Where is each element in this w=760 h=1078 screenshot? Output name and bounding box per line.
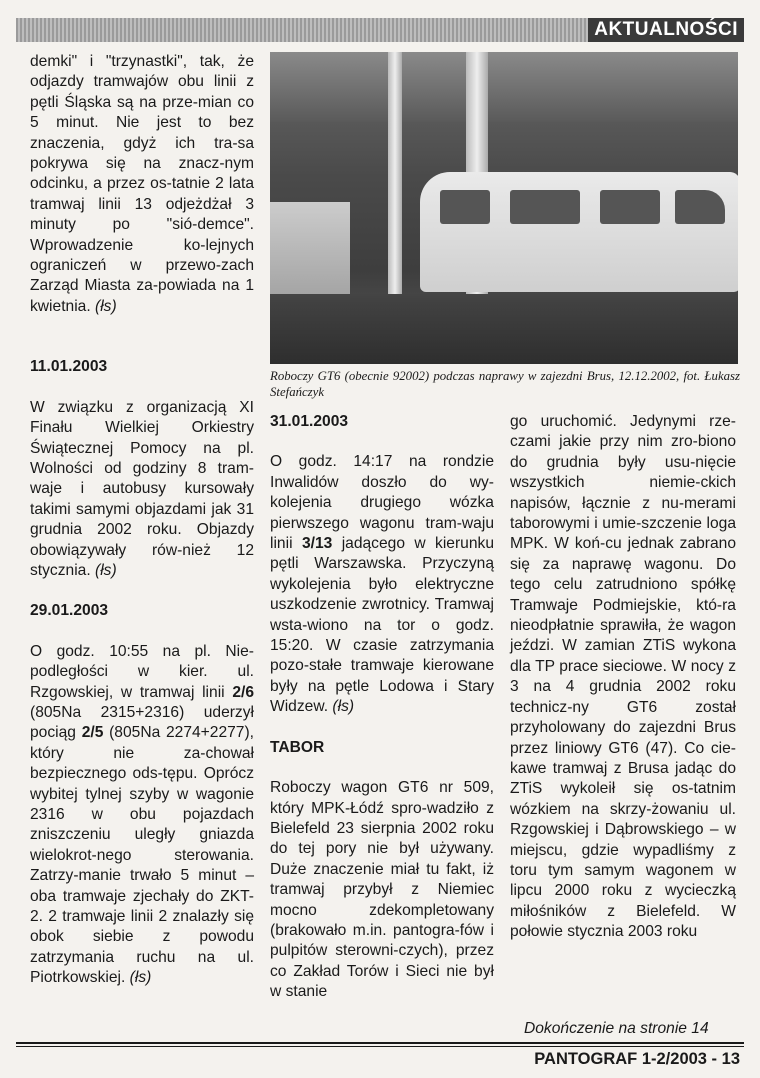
column-1 bbox=[30, 52, 254, 989]
article-text: O godz. 14:17 na rondzie Inwalidów doszło do wy-kolejenia drugiego wózka pierwszego wagonu tram-waju linii 3/13 jadącego w kierunku pętli Warszawska. Przyczyną wykolejenia było elektryczne uszkodzenie zwrotnicy. Tramwaj wsta-wiono na tor o godz. 15:20. W czasie zatrzymania pozo-stałe tramwaje kierowane były na pętle Lodowa i Stary Widzew. (łs) bbox=[270, 453, 494, 716]
page-footer: PANTOGRAF 1-2/2003 - 13 bbox=[534, 1050, 740, 1068]
article-text: go uruchomić. Jedynymi rze-czami jakie przy nim zro-biono do grudnia były usu-nięcie wszystkich niemie-ckich napisów, łącznie z nu-merami taborowymi i umie-szczenie loga MPK. W koń-cu jednak zabrano się za naprawę wagonu. Do tego celu zatrudniono spółkę Tramwaje Podmiejskie, któ-ra nieodpłatnie sprawiła, że wagon jeździ. W zamian ZTiS wykona dla TP prace sieciowe. W nocy z 3 na 4 grudnia 2002 roku technicz-ny GT6 został przyholowany do zajezdni Brus przez liniowy GT6 (47). Co cie-kawe tramwaj z Brusa jadąc do ZTiS wykoleił się os-tatnim wózkiem na skrzy-żowaniu ul. Rzgowskiej i Dąbrowskiego – w miejscu, gdzie wypadliśmy z toru tym samym wagonem w lipcu 2000 roku z wycieczką miłośników z Bielefeld. W połowie stycznia 2003 roku bbox=[510, 413, 736, 941]
section-label: AKTUALNOŚCI bbox=[588, 18, 744, 42]
footer-rule bbox=[16, 1046, 744, 1047]
section-heading: TABOR bbox=[270, 738, 325, 756]
article-text: demki" i "trzynastki", tak, że odjazdy tramwajów obu linii z pętli Śląska są na prze-mian co 5 minut. Nie jest to bez znaczenia, gdyż ich tra-sa pokrywa się na znacz-nym odcinku, a przez os-tatnie 2 lata tramwaj linii 13 odjeżdżał 3 minuty po "sió-demce". Wprowadzenie ko-lejnych ograniczeń w przewo-zach Zarząd Miasta za-powiada na 1 kwietnia. (łs) bbox=[30, 53, 254, 315]
footer-rule bbox=[16, 1042, 744, 1044]
tram-photo bbox=[270, 52, 738, 364]
news-date: 29.01.2003 bbox=[30, 602, 109, 620]
column-2 bbox=[270, 412, 494, 1003]
photo-caption: Roboczy GT6 (obecnie 92002) podczas naprawy w zajezdni Brus, 12.12.2002, fot. Łukasz Stefańczyk bbox=[270, 369, 740, 399]
news-date: 31.01.2003 bbox=[270, 413, 349, 430]
article-text: O godz. 10:55 na pl. Nie-podległości w kier. ul. Rzgowskiej, w tramwaj linii 2/6 (805Na 2315+2316) uderzył pociąg 2/5 (805Na 2274+2277), który nie za-chował bezpiecznego ods-tępu. Oprócz wybitej tylnej szyby w wagonie 2316 w obu pojazdach zniszczeniu uległy gniazda wielokrot-nego sterowania. Zatrzy-manie trwało 5 minut – oba tramwaje zjechały do ZKT-2. 2 tramwaje linii 2 znalazły się obok siebie z powodu zatrzymania ruchu na ul. Piotrkowskiej. (łs) bbox=[30, 642, 254, 987]
continuation-note: Dokończenie na stronie 14 bbox=[524, 1020, 709, 1037]
column-3 bbox=[510, 412, 736, 943]
article-text: W związku z organizacją XI Finału Wielkiej Orkiestry Świątecznej Pomocy na pl. Wolności od godziny 8 tram-waje i autobusy kursowały takimi samymi objazdami jak 31 grudnia 2002 roku. Objazdy obowiązywały rów-nież 12 stycznia. (łs) bbox=[30, 398, 254, 579]
news-date: 11.01.2003 bbox=[30, 358, 108, 376]
article-text: Roboczy wagon GT6 nr 509, który MPK-Łódź spro-wadziło z Bielefeld 23 sierpnia 2002 roku do tej pory nie był używany. Duże znaczenie miał tu fakt, iż tramwaj przybył z Niemiec mocno zdekompletowany (brakowało m.in. pantogra-fów i pulpitów sterowni-czych), przez co Zakład Torów i Sieci nie był w stanie bbox=[270, 779, 494, 1001]
